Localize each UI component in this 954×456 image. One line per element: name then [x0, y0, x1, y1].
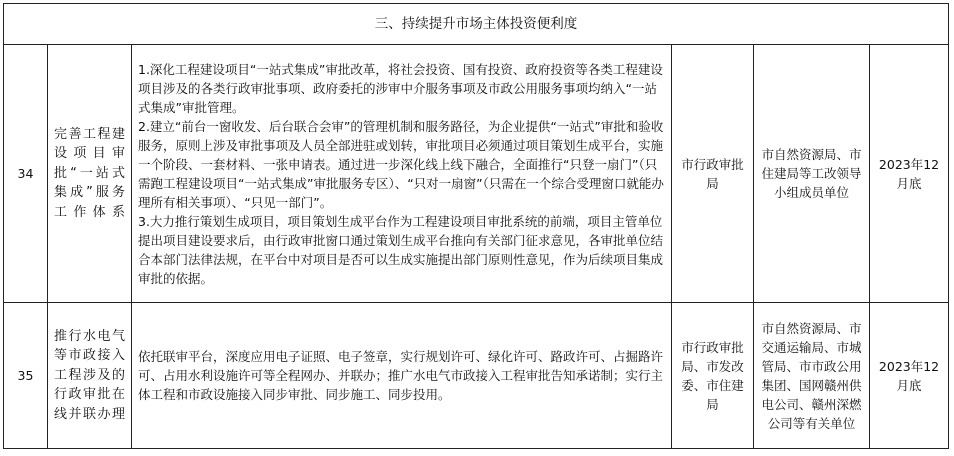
task-name: 完善工程建设项目审批“一站式集成”服务工作体系 — [48, 45, 132, 303]
description-item: 3.大力推行策划生成项目，项目策划生成平台作为工程建设项目审批系统的前端，项目主管单位提出项目建设要求后，由行政审批窗口通过策划生成平台推向有关部门征求意见，各审批单位结合本部门法律法规，在平台中对项目是否可以生成实施提出部门原则性意见，作为后续项目集成审批的依据。 — [138, 213, 664, 286]
lead-unit: 市行政审批局 — [672, 45, 754, 303]
section-title: 三、持续提升市场主体投资便利度 — [4, 4, 949, 45]
row-number: 34 — [4, 45, 48, 303]
partner-units: 市自然资源局、市交通运输局、市城管局、市市政公用集团、国网赣州供电公司、赣州深燃公司等有关单位 — [754, 303, 870, 449]
partner-units: 市自然资源局、市住建局等工改领导小组成员单位 — [754, 45, 870, 303]
description-item: 1.深化工程建设项目“一站式集成”审批改革，将社会投资、国有投资、政府投资等各类工程建设项目涉及的各类行政审批事项、政府委托的涉审中介服务事项及市政公用服务事项均纳入“一站式集成”审批管理。 — [138, 61, 663, 115]
description-item: 2.建立“前台一窗收发、后台联合会审”的管理机制和服务路径，为企业提供“一站式”审批和验收服务，原则上涉及审批事项及人员全部进驻或划转，审批项目必须通过项目策划生成平台，实施一个阶段、一套材料、一张申请表。通过进一步深化线上线下融合，全面推行“只登一扇门”（只需跑工程建设项目“一站式集成”审批服务专区）、“只对一扇窗”（只需在一个综合受理窗口就能办理所有相关事项）、“只见一部门”。 — [138, 118, 664, 210]
task-description — [132, 303, 672, 449]
table-row — [4, 45, 949, 303]
section-header-row — [4, 4, 949, 45]
task-name: 推行水电气等市政接入工程涉及的行政审批在线并联办理 — [48, 303, 132, 449]
table-row — [4, 303, 949, 449]
row-number: 35 — [4, 303, 48, 449]
deadline: 2023年12月底 — [870, 303, 949, 449]
deadline: 2023年12月底 — [870, 45, 949, 303]
policy-table — [3, 3, 949, 449]
task-description — [132, 45, 672, 303]
lead-unit: 市行政审批局、市发改委、市住建局 — [672, 303, 754, 449]
description-item: 依托联审平台，深度应用电子证照、电子签章，实行规划许可、绿化许可、路政许可、占掘路许可、占用水利设施许可等全程网办、并联办；推广水电气市政接入工程审批告知承诺制；实行主体工程和市政设施接入同步审批、同步施工、同步投用。 — [138, 349, 664, 402]
